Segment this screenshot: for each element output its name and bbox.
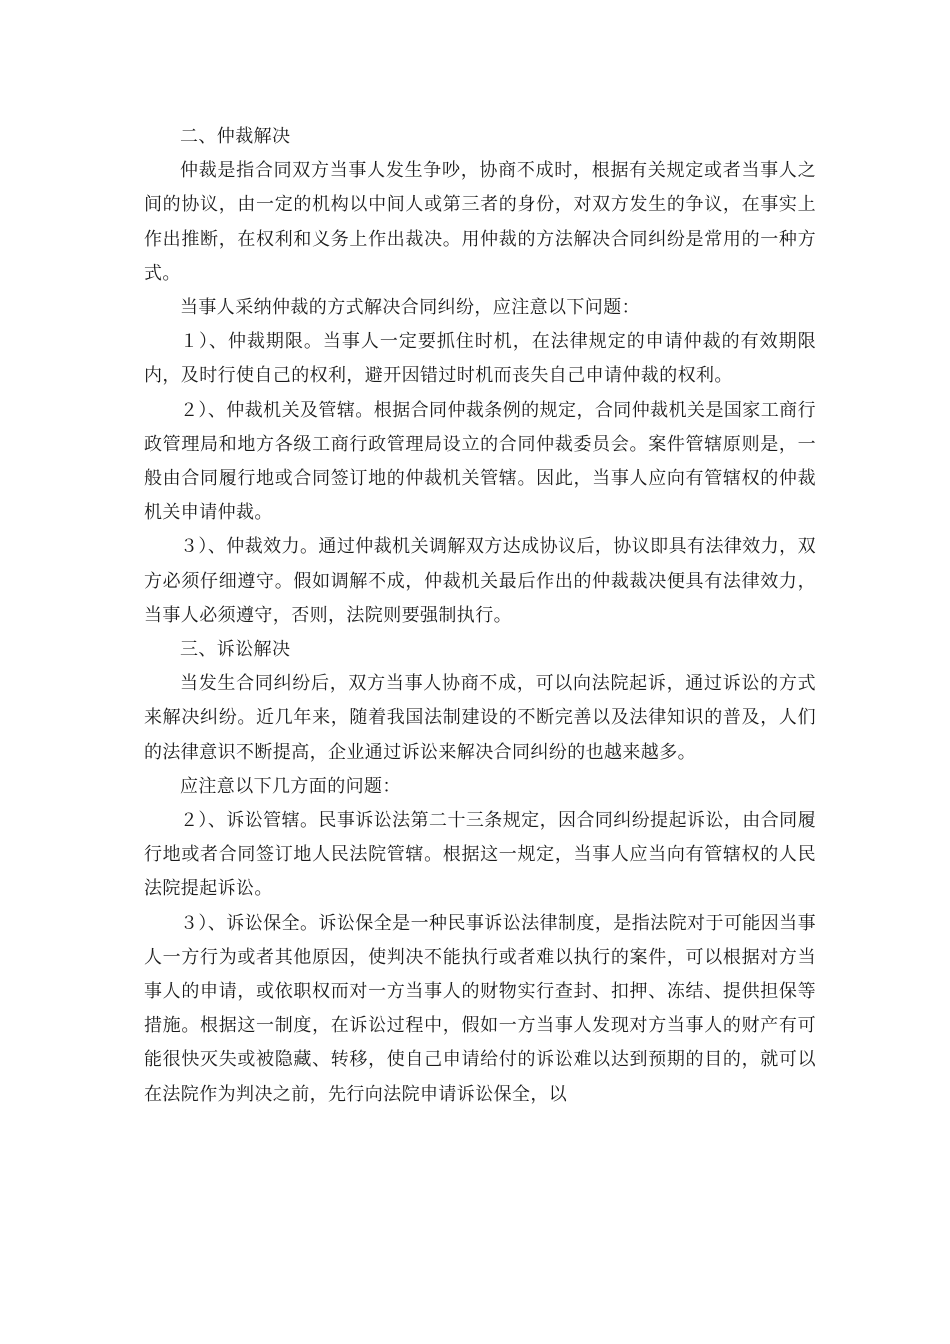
section-heading-litigation: 三、诉讼解决 [180, 639, 291, 661]
paragraph: 应注意以下几方面的问题： [180, 775, 401, 797]
document-body [144, 120, 816, 1112]
paragraph: ３）、诉讼保全。诉讼保全是一种民事诉讼法律制度，是指法院对于可能因当事人一方行为或者其他原因，使判决不能执行或者难以执行的案件，可以根据对方当事人的申请，或依职权而对一方当事人的财物实行查封、扣押、冻结、提供担保等措施。根据这一制度，在诉讼过程中，假如一方当事人发现对方当事人的财产有可能很快灭失或被隐藏、转移，使自己申请给付的诉讼难以达到预期的目的，就可以在法院作为判决之前，先行向法院申请诉讼保全，以 [144, 912, 816, 1105]
paragraph: 当事人采纳仲裁的方式解决合同纠纷，应注意以下问题： [180, 297, 640, 319]
paragraph: ２）、仲裁机关及管辖。根据合同仲裁条例的规定，合同仲裁机关是国家工商行政管理局和地方各级工商行政管理局设立的合同仲裁委员会。案件管辖原则是，一般由合同履行地或合同签订地的仲裁机关管辖。因此，当事人应向有管辖权的仲裁机关申请仲裁。 [144, 399, 816, 524]
paragraph: １）、仲裁期限。当事人一定要抓住时机，在法律规定的申请仲裁的有效期限内，及时行使自己的权利，避开因错过时机而丧失自己申请仲裁的权利。 [144, 331, 816, 387]
paragraph: ３）、仲裁效力。通过仲裁机关调解双方达成协议后，协议即具有法律效力，双方必须仔细遵守。假如调解不成，仲裁机关最后作出的仲裁裁决便具有法律效力，当事人必须遵守，否则，法院则要强制执行。 [144, 536, 816, 626]
paragraph: ２）、诉讼管辖。民事诉讼法第二十三条规定，因合同纠纷提起诉讼，由合同履行地或者合同签订地人民法院管辖。根据这一规定，当事人应当向有管辖权的人民法院提起诉讼。 [144, 810, 816, 900]
paragraph: 仲裁是指合同双方当事人发生争吵，协商不成时，根据有关规定或者当事人之间的协议，由一定的机构以中间人或第三者的身份，对双方发生的争议，在事实上作出推断，在权利和义务上作出裁决。用仲裁的方法解决合同纠纷是常用的一种方式。 [144, 160, 816, 284]
paragraph: 当发生合同纠纷后，双方当事人协商不成，可以向法院起诉，通过诉讼的方式来解决纠纷。近几年来，随着我国法制建设的不断完善以及法律知识的普及，人们的法律意识不断提高，企业通过诉讼来解决合同纠纷的也越来越多。 [144, 673, 816, 763]
section-heading-arbitration: 二、仲裁解决 [180, 126, 291, 147]
